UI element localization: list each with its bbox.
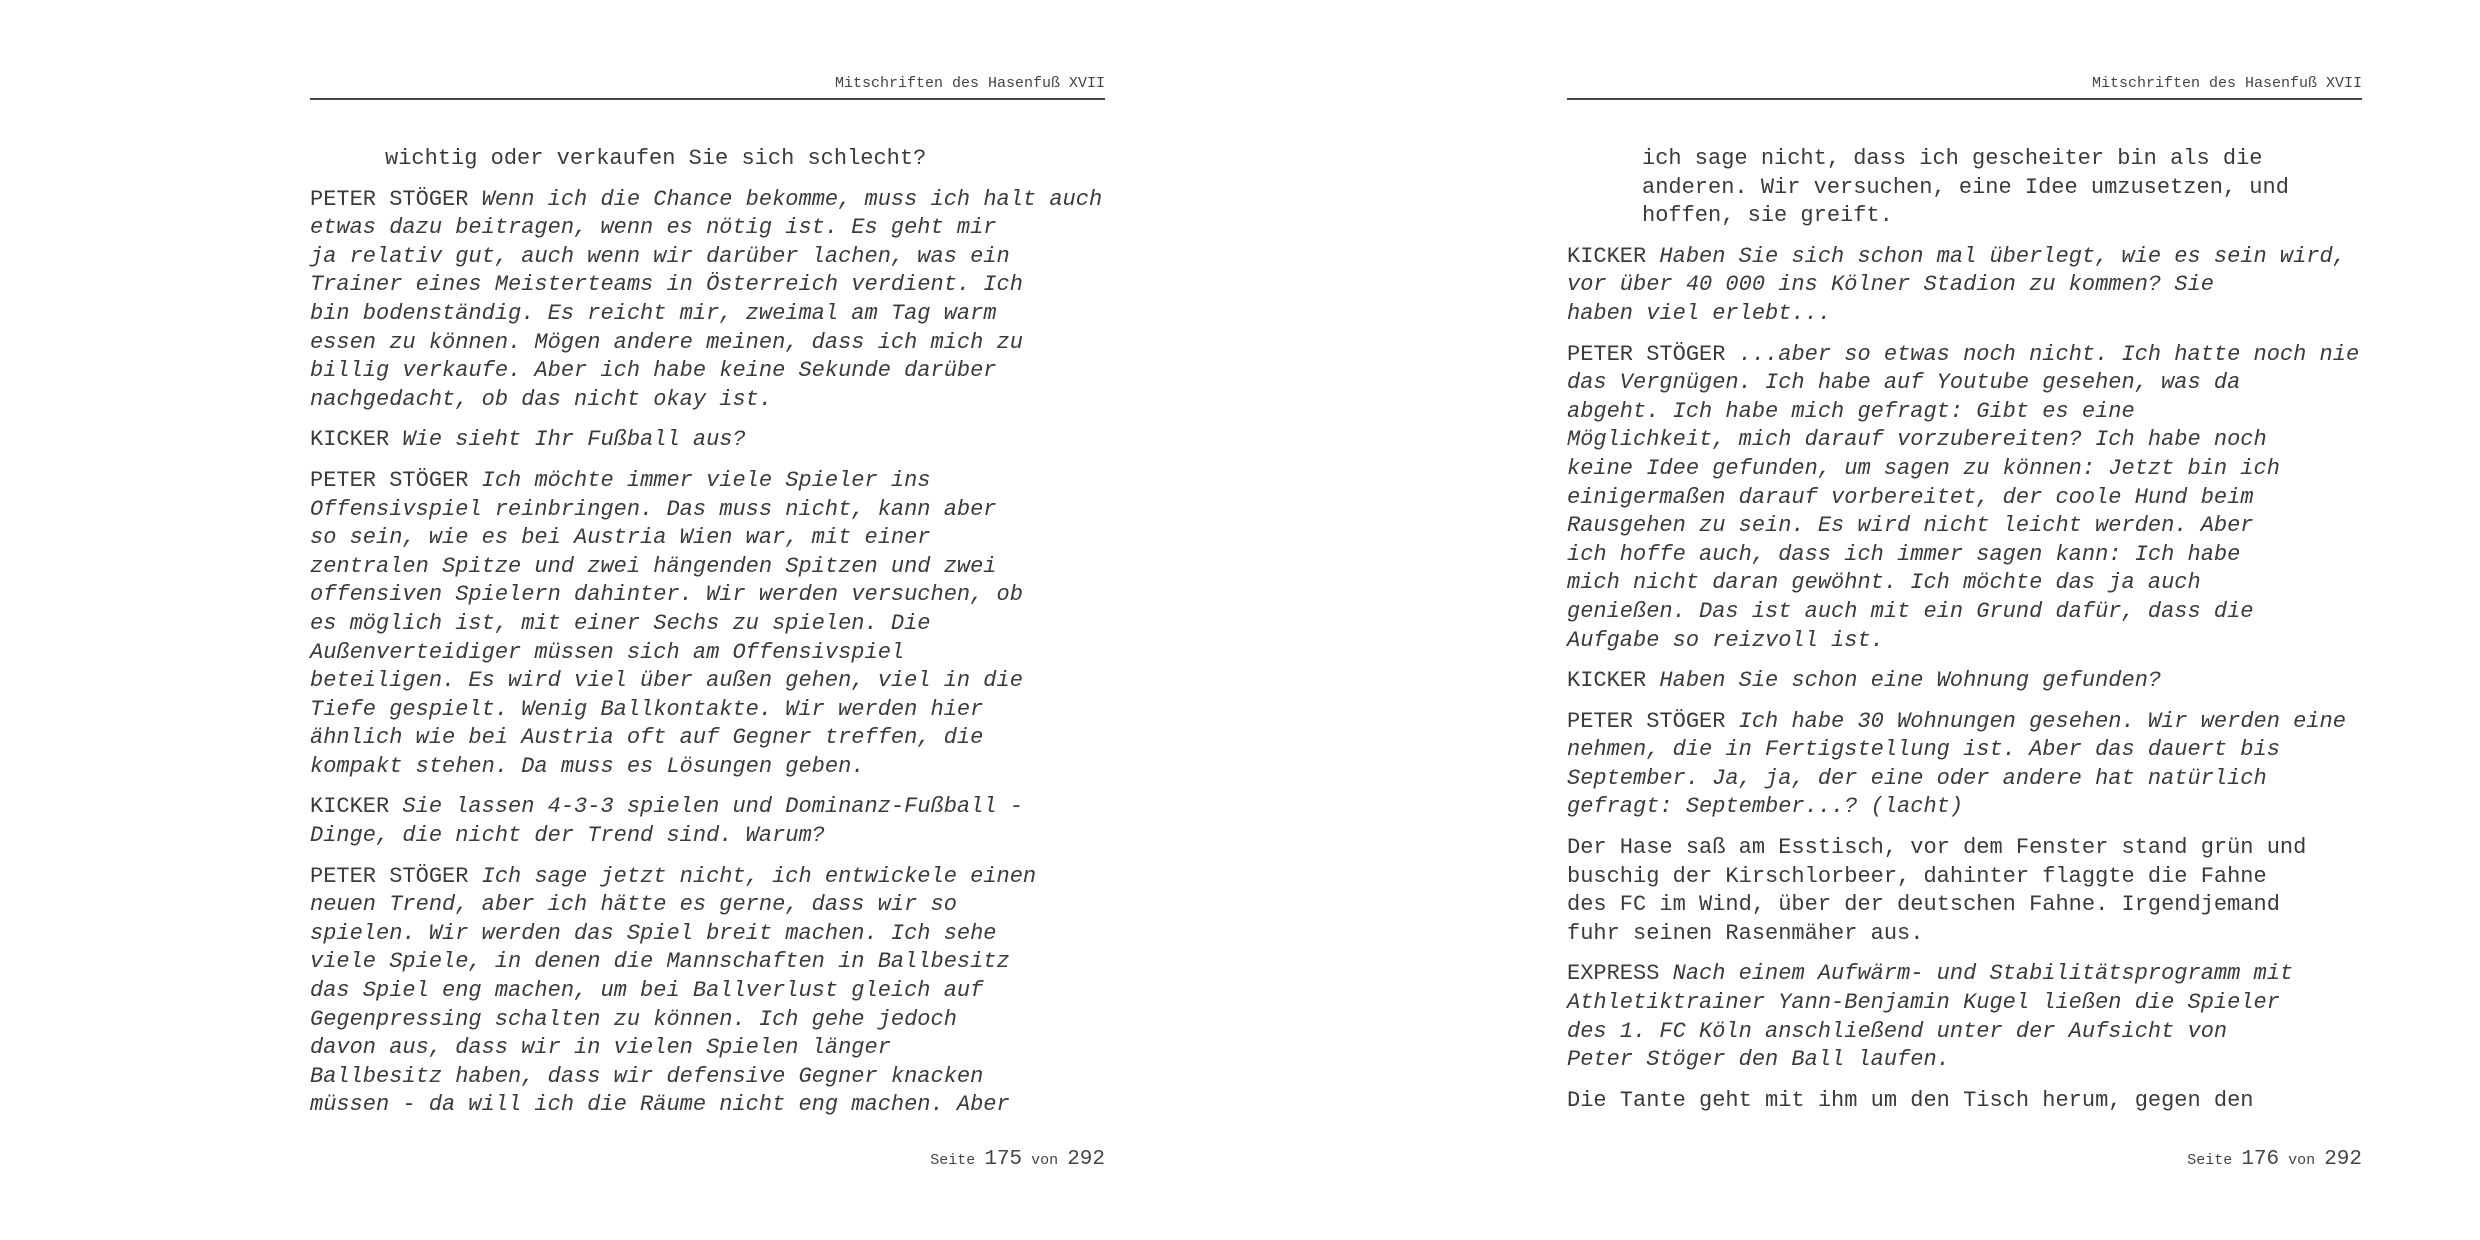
line-text: etwas dazu beitragen, wenn es nötig ist. Es geht mir bbox=[310, 215, 997, 241]
running-header: Mitschriften des Hasenfuß XVII bbox=[1567, 72, 2362, 100]
text-line bbox=[310, 920, 1105, 949]
line-text: so sein, wie es bei Austria Wien war, mit einer bbox=[310, 525, 931, 551]
line-text: Ich sage jetzt nicht, ich entwickele einen bbox=[481, 863, 1037, 889]
line-text: des FC im Wind, über der deutschen Fahne. Irgendjemand bbox=[1567, 892, 2280, 918]
page-number: 176 bbox=[2241, 1148, 2280, 1171]
line-text: Der Hase saß am Esstisch, vor dem Fenster stand grün und bbox=[1567, 835, 2307, 861]
line-text: Aufgabe so reizvoll ist. bbox=[1567, 627, 1884, 653]
text-line bbox=[310, 1006, 1105, 1035]
speech-paragraph bbox=[1567, 667, 2362, 696]
speaker-name: PETER STÖGER bbox=[1567, 708, 1726, 734]
text-line bbox=[310, 724, 1105, 753]
line-text: Trainer eines Meisterteams in Österreich verdient. Ich bbox=[310, 272, 1023, 298]
speaker-name: KICKER bbox=[1567, 243, 1647, 269]
line-text: einigermaßen darauf vorbereitet, der coole Hund beim bbox=[1567, 484, 2254, 510]
speaker-name: PETER STÖGER bbox=[310, 467, 469, 493]
text-line bbox=[310, 214, 1105, 243]
speech-paragraph bbox=[1567, 341, 2362, 656]
speech-paragraph bbox=[310, 863, 1105, 1120]
line-text: buschig der Kirschlorbeer, dahinter flaggte die Fahne bbox=[1567, 863, 2267, 889]
text-line bbox=[310, 581, 1105, 610]
line-text: ich sage nicht, dass ich gescheiter bin als die bbox=[1642, 146, 2263, 171]
text-line bbox=[1642, 202, 2362, 231]
speech-paragraph bbox=[310, 467, 1105, 782]
line-text: Tiefe gespielt. Wenig Ballkontakte. Wir werden hier bbox=[310, 696, 984, 722]
text-line bbox=[1567, 989, 2362, 1018]
speech-paragraph bbox=[310, 793, 1105, 850]
text-line bbox=[310, 891, 1105, 920]
line-text: fuhr seinen Rasenmäher aus. bbox=[1567, 920, 1924, 946]
text-line bbox=[310, 386, 1105, 415]
text-line bbox=[310, 186, 1105, 215]
continued-paragraph bbox=[1567, 145, 2362, 231]
text-line bbox=[1567, 863, 2362, 892]
line-text: ähnlich wie bei Austria oft auf Gegner treffen, die bbox=[310, 725, 984, 751]
text-line bbox=[1567, 271, 2362, 300]
line-text: es möglich ist, mit einer Sechs zu spielen. Die bbox=[310, 610, 931, 636]
line-text: das Spiel eng machen, um bei Ballverlust gleich auf bbox=[310, 978, 984, 1004]
line-text: vor über 40 000 ins Kölner Stadion zu kommen? Sie bbox=[1567, 272, 2214, 298]
line-text: haben viel erlebt... bbox=[1567, 300, 1832, 326]
speech-paragraph bbox=[310, 426, 1105, 455]
speech-paragraph bbox=[310, 186, 1105, 415]
speaker-name: KICKER bbox=[1567, 668, 1647, 694]
text-line bbox=[1642, 145, 2362, 174]
text-line bbox=[1567, 369, 2362, 398]
line-text: Offensivspiel reinbringen. Das muss nicht, kann aber bbox=[310, 496, 997, 522]
line-text: Ich habe 30 Wohnungen gesehen. Wir werden eine bbox=[1738, 708, 2346, 734]
line-text: Ich möchte immer viele Spieler ins bbox=[481, 467, 931, 493]
left-page bbox=[310, 0, 1105, 1240]
text-line bbox=[1567, 512, 2362, 541]
footer-mid: von bbox=[2288, 1152, 2316, 1169]
text-line bbox=[1567, 1046, 2362, 1075]
text-line bbox=[1567, 627, 2362, 656]
line-text: das Vergnügen. Ich habe auf Youtube gesehen, was da bbox=[1567, 370, 2241, 396]
text-line bbox=[310, 1091, 1105, 1120]
text-line bbox=[1567, 736, 2362, 765]
page-total: 292 bbox=[1067, 1148, 1105, 1171]
text-line bbox=[310, 948, 1105, 977]
text-line bbox=[1567, 960, 2362, 989]
page-number: 175 bbox=[984, 1148, 1023, 1171]
line-text: offensiven Spielern dahinter. Wir werden versuchen, ob bbox=[310, 582, 1023, 608]
line-text: Haben Sie schon eine Wohnung gefunden? bbox=[1659, 668, 2162, 694]
line-text: nachgedacht, ob das nicht okay ist. bbox=[310, 386, 773, 412]
text-line bbox=[310, 524, 1105, 553]
line-text: ich hoffe auch, dass ich immer sagen kann: Ich habe bbox=[1567, 541, 2241, 567]
text-line bbox=[1642, 174, 2362, 203]
line-text: müssen - da will ich die Räume nicht eng machen. Aber bbox=[310, 1092, 1010, 1118]
text-line bbox=[1567, 455, 2362, 484]
text-line bbox=[1567, 598, 2362, 627]
line-text: viele Spiele, in denen die Mannschaften in Ballbesitz bbox=[310, 949, 1010, 975]
line-text: spielen. Wir werden das Spiel breit machen. Ich sehe bbox=[310, 920, 997, 946]
line-text: anderen. Wir versuchen, eine Idee umzusetzen, und bbox=[1642, 174, 2289, 200]
page-footer bbox=[930, 1148, 1105, 1171]
line-text: gefragt: September...? (lacht) bbox=[1567, 794, 1964, 820]
speech-paragraph bbox=[1567, 243, 2362, 329]
text-line bbox=[310, 467, 1105, 496]
footer-prefix: Seite bbox=[2187, 1152, 2233, 1169]
speaker-name: PETER STÖGER bbox=[1567, 341, 1726, 367]
line-text: neuen Trend, aber ich hätte es gerne, dass wir so bbox=[310, 892, 957, 918]
narrative-paragraph bbox=[1567, 1087, 2362, 1116]
line-text: Peter Stöger den Ball laufen. bbox=[1567, 1047, 1950, 1073]
text-line bbox=[1567, 920, 2362, 949]
text-line bbox=[1567, 541, 2362, 570]
line-text: billig verkaufe. Aber ich habe keine Sekunde darüber bbox=[310, 358, 997, 384]
text-line bbox=[310, 977, 1105, 1006]
line-text: bin bodenständig. Es reicht mir, zweimal am Tag warm bbox=[310, 300, 997, 326]
footer-mid: von bbox=[1031, 1152, 1059, 1169]
line-text: Gegenpressing schalten zu können. Ich gehe jedoch bbox=[310, 1006, 957, 1032]
right-page bbox=[1567, 0, 2362, 1240]
running-header: Mitschriften des Hasenfuß XVII bbox=[310, 72, 1105, 100]
text-line bbox=[1567, 569, 2362, 598]
text-line bbox=[1567, 341, 2362, 370]
speaker-name: EXPRESS bbox=[1567, 961, 1660, 987]
line-text: Die Tante geht mit ihm um den Tisch herum, gegen den bbox=[1567, 1087, 2254, 1113]
text-line bbox=[1567, 1087, 2362, 1116]
speaker-name: PETER STÖGER bbox=[310, 863, 469, 889]
text-line bbox=[310, 793, 1105, 822]
text-line bbox=[310, 667, 1105, 696]
line-text: kompakt stehen. Da muss es Lösungen geben. bbox=[310, 753, 865, 779]
footer-prefix: Seite bbox=[930, 1152, 976, 1169]
line-text: genießen. Das ist auch mit ein Grund dafür, dass die bbox=[1567, 598, 2254, 624]
text-line bbox=[310, 639, 1105, 668]
line-text: Außenverteidiger müssen sich am Offensivspiel bbox=[310, 639, 905, 665]
text-line bbox=[310, 610, 1105, 639]
page-total: 292 bbox=[2324, 1148, 2362, 1171]
line-text: essen zu können. Mögen andere meinen, dass ich mich zu bbox=[310, 329, 1023, 355]
line-text: davon aus, dass wir in vielen Spielen länger bbox=[310, 1035, 891, 1061]
line-text: Möglichkeit, mich darauf vorzubereiten? Ich habe noch bbox=[1567, 427, 2267, 453]
line-text: Haben Sie sich schon mal überlegt, wie es sein wird, bbox=[1659, 243, 2346, 269]
text-line bbox=[1567, 398, 2362, 427]
text-line bbox=[1567, 765, 2362, 794]
line-text: nehmen, die in Fertigstellung ist. Aber das dauert bis bbox=[1567, 737, 2280, 763]
line-text: September. Ja, ja, der eine oder andere hat natürlich bbox=[1567, 765, 2267, 791]
page-body bbox=[1567, 145, 2362, 1127]
text-line bbox=[310, 329, 1105, 358]
line-text: zentralen Spitze und zwei hängenden Spitzen und zwei bbox=[310, 553, 997, 579]
line-text: Wenn ich die Chance bekomme, muss ich halt auch bbox=[481, 186, 1103, 212]
line-text: des 1. FC Köln anschließend unter der Aufsicht von bbox=[1567, 1018, 2228, 1044]
line-text: Athletiktrainer Yann-Benjamin Kugel ließen die Spieler bbox=[1567, 990, 2280, 1016]
text-line bbox=[310, 426, 1105, 455]
text-line bbox=[310, 863, 1105, 892]
text-line bbox=[1567, 834, 2362, 863]
speaker-name: KICKER bbox=[310, 427, 390, 453]
text-line bbox=[1567, 891, 2362, 920]
text-line bbox=[1567, 243, 2362, 272]
text-line bbox=[1567, 708, 2362, 737]
line-text: beteiligen. Es wird viel über außen gehen, viel in die bbox=[310, 668, 1023, 694]
text-line bbox=[310, 357, 1105, 386]
text-line bbox=[310, 496, 1105, 525]
line-text: Wie sieht Ihr Fußball aus? bbox=[402, 427, 746, 453]
line-text: wichtig oder verkaufen Sie sich schlecht? bbox=[385, 146, 927, 171]
text-line bbox=[310, 822, 1105, 851]
text-line bbox=[1567, 1018, 2362, 1047]
text-line bbox=[310, 1063, 1105, 1092]
line-text: keine Idee gefunden, um sagen zu können: Jetzt bin ich bbox=[1567, 455, 2280, 481]
speech-paragraph bbox=[1567, 960, 2362, 1074]
text-line bbox=[1567, 484, 2362, 513]
line-text: ...aber so etwas noch nicht. Ich hatte noch nie bbox=[1738, 341, 2360, 367]
speaker-name: PETER STÖGER bbox=[310, 186, 469, 212]
text-line bbox=[310, 300, 1105, 329]
line-text: ja relativ gut, auch wenn wir darüber lachen, was ein bbox=[310, 243, 1010, 269]
text-line bbox=[310, 696, 1105, 725]
line-text: Dinge, die nicht der Trend sind. Warum? bbox=[310, 823, 825, 849]
text-line bbox=[385, 145, 1105, 174]
page-body bbox=[310, 145, 1105, 1132]
speaker-name: KICKER bbox=[310, 794, 390, 820]
text-line bbox=[1567, 300, 2362, 329]
text-line bbox=[1567, 793, 2362, 822]
text-line bbox=[1567, 426, 2362, 455]
line-text: Ballbesitz haben, dass wir defensive Gegner knacken bbox=[310, 1063, 984, 1089]
text-line bbox=[1567, 667, 2362, 696]
text-line bbox=[310, 243, 1105, 272]
narrative-paragraph bbox=[1567, 834, 2362, 948]
text-line bbox=[310, 271, 1105, 300]
line-text: hoffen, sie greift. bbox=[1642, 203, 1893, 229]
page-footer bbox=[2187, 1148, 2362, 1171]
line-text: Nach einem Aufwärm- und Stabilitätsprogramm mit bbox=[1672, 961, 2294, 987]
speech-paragraph bbox=[1567, 708, 2362, 822]
text-line bbox=[310, 753, 1105, 782]
line-text: Rausgehen zu sein. Es wird nicht leicht werden. Aber bbox=[1567, 513, 2254, 539]
text-line bbox=[310, 1034, 1105, 1063]
text-line bbox=[310, 553, 1105, 582]
line-text: Sie lassen 4-3-3 spielen und Dominanz-Fußball - bbox=[402, 794, 1023, 820]
line-text: abgeht. Ich habe mich gefragt: Gibt es eine bbox=[1567, 398, 2135, 424]
line-text: mich nicht daran gewöhnt. Ich möchte das ja auch bbox=[1567, 570, 2201, 596]
continued-paragraph bbox=[310, 145, 1105, 174]
